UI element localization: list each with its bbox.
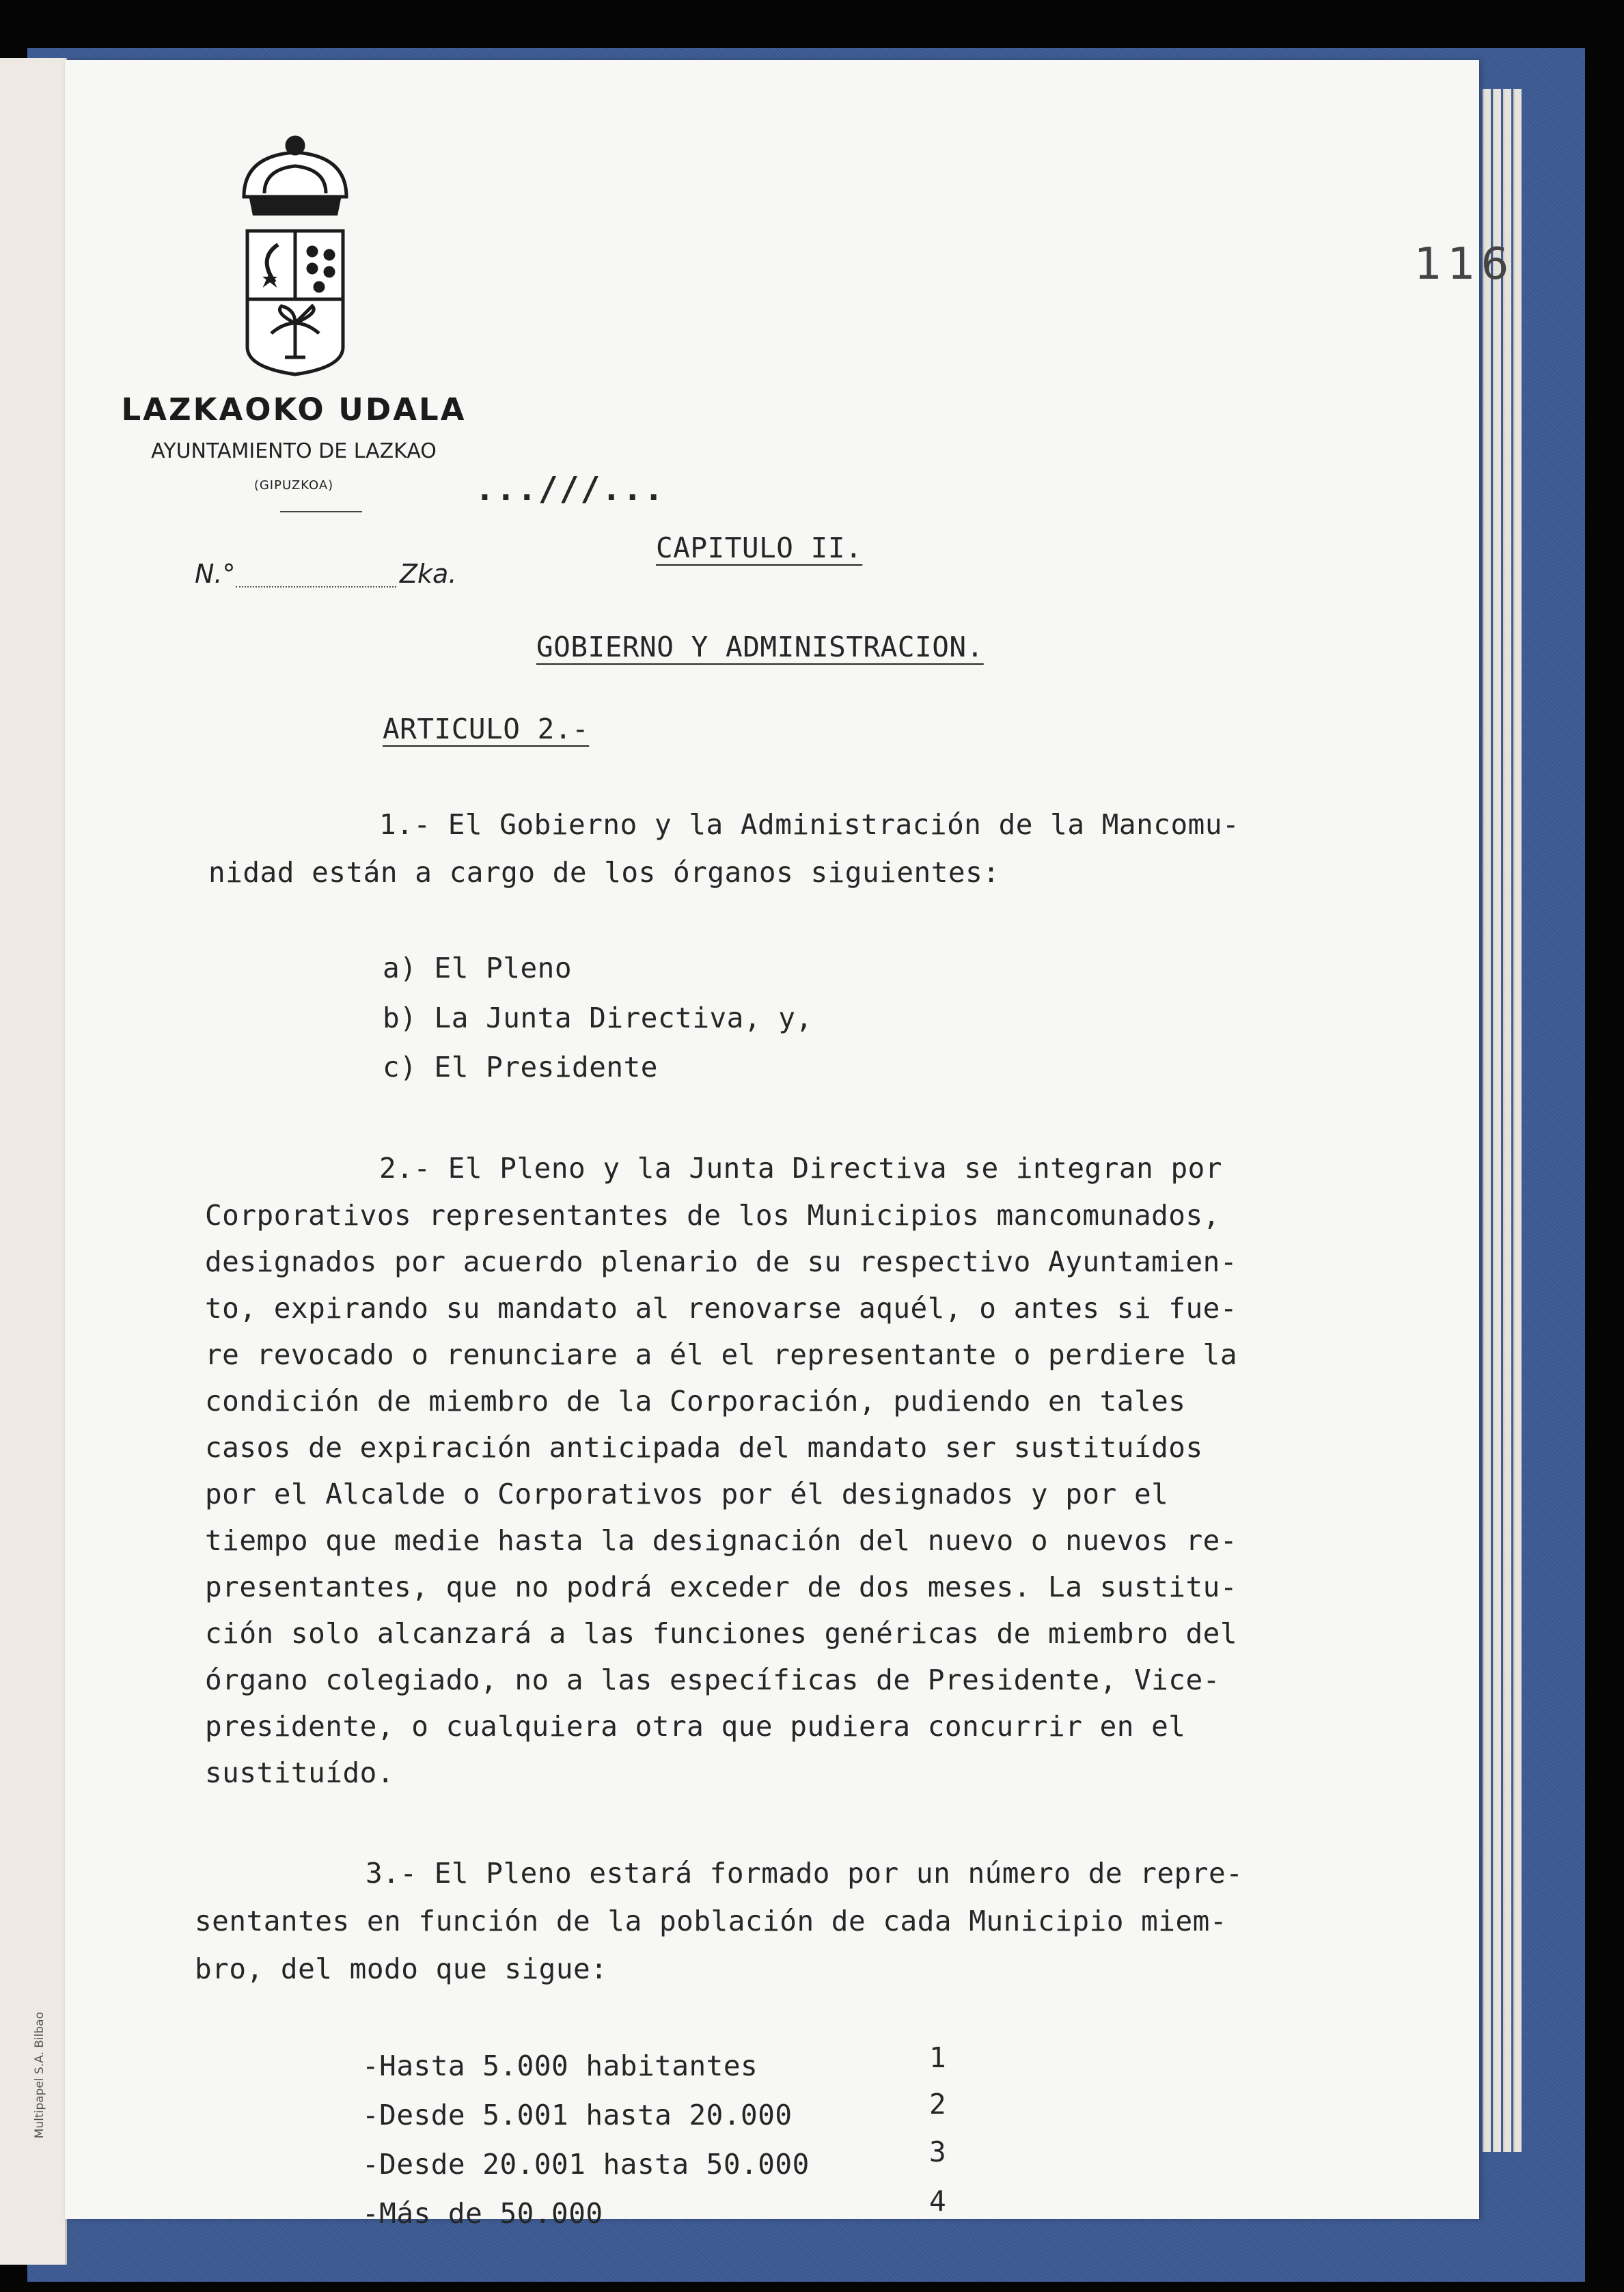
list-item: c) El Presidente — [383, 1051, 658, 1083]
paragraph-line: sustituído. — [205, 1756, 395, 1789]
page-edge — [1503, 89, 1511, 2152]
list-item: b) La Junta Directiva, y, — [383, 1002, 813, 1034]
province: (GIPUZKOA) — [253, 478, 334, 493]
table-row-count: 3 — [929, 2136, 947, 2168]
paragraph-line: condición de miembro de la Corporación, pudiendo en tales — [205, 1385, 1186, 1418]
printer-mark: Multipapel S.A. Bilbao — [33, 2012, 46, 2139]
table-row-count: 1 — [929, 2041, 947, 2074]
continuation-mark: ...///... — [475, 470, 665, 508]
table-row-range: -Desde 20.001 hasta 50.000 — [362, 2148, 810, 2181]
table-row-range: -Desde 5.001 hasta 20.000 — [362, 2099, 793, 2131]
page-edge — [1483, 89, 1491, 2152]
municipality-title: LAZKAOKO UDALA — [121, 391, 467, 428]
paragraph-line: 1.- El Gobierno y la Administración de la Mancomu- — [379, 808, 1240, 841]
chapter-title: CAPITULO II. — [656, 531, 863, 564]
document-page — [65, 60, 1515, 2230]
table-row-range: -Hasta 5.000 habitantes — [362, 2049, 758, 2082]
paragraph-line: presentantes, que no podrá exceder de dos meses. La sustitu- — [205, 1571, 1238, 1603]
page-edge — [1493, 89, 1501, 2152]
table-row-count: 2 — [929, 2088, 947, 2121]
paragraph-line: órgano colegiado, no a las específicas de Presidente, Vice- — [205, 1663, 1220, 1696]
paragraph-line: designados por acuerdo plenario de su respectivo Ayuntamien- — [205, 1245, 1238, 1278]
table-row-count: 4 — [929, 2185, 947, 2218]
paragraph-line: re revocado o renunciare a él el representante o perdiere la — [205, 1338, 1238, 1371]
paragraph-line: bro, del modo que sigue: — [195, 1952, 608, 1985]
list-item: a) El Pleno — [383, 952, 573, 984]
article-heading: ARTICULO 2.- — [383, 713, 590, 745]
number-suffix: Zka. — [400, 559, 457, 589]
paragraph-line: nidad están a cargo de los órganos siguientes: — [208, 856, 1000, 889]
paragraph-line: casos de expiración anticipada del mandato ser sustituídos — [205, 1431, 1203, 1464]
paragraph-line: 3.- El Pleno estará formado por un número de repre- — [366, 1857, 1243, 1890]
paragraph-line: to, expirando su mandato al renovarse aquél, o antes si fue- — [205, 1292, 1238, 1325]
paragraph-line: tiempo que medie hasta la designación del nuevo o nuevos re- — [205, 1524, 1238, 1557]
paragraph-line: 2.- El Pleno y la Junta Directiva se integran por — [379, 1152, 1223, 1185]
paragraph-line: por el Alcalde o Corporativos por él designados y por el — [205, 1478, 1169, 1510]
chapter-subtitle: GOBIERNO Y ADMINISTRACION. — [536, 631, 984, 663]
paragraph-line: ción solo alcanzará a las funciones genéricas de miembro del — [205, 1617, 1238, 1650]
number-field-line — [236, 586, 396, 588]
page-edge — [1513, 89, 1522, 2152]
coat-of-arms-icon — [217, 128, 374, 381]
table-row-range: -Más de 50.000 — [362, 2197, 603, 2230]
paragraph-line: sentantes en función de la población de cada Municipio miem- — [195, 1905, 1228, 1937]
municipality-subtitle: AYUNTAMIENTO DE LAZKAO — [151, 439, 437, 463]
paragraph-line: presidente, o cualquiera otra que pudiera concurrir en el — [205, 1710, 1186, 1743]
page-number: 116 — [1414, 239, 1515, 290]
divider — [280, 511, 362, 512]
number-label: N.° — [195, 559, 236, 589]
left-page — [0, 58, 67, 2265]
paragraph-line: Corporativos representantes de los Municipios mancomunados, — [205, 1199, 1220, 1232]
